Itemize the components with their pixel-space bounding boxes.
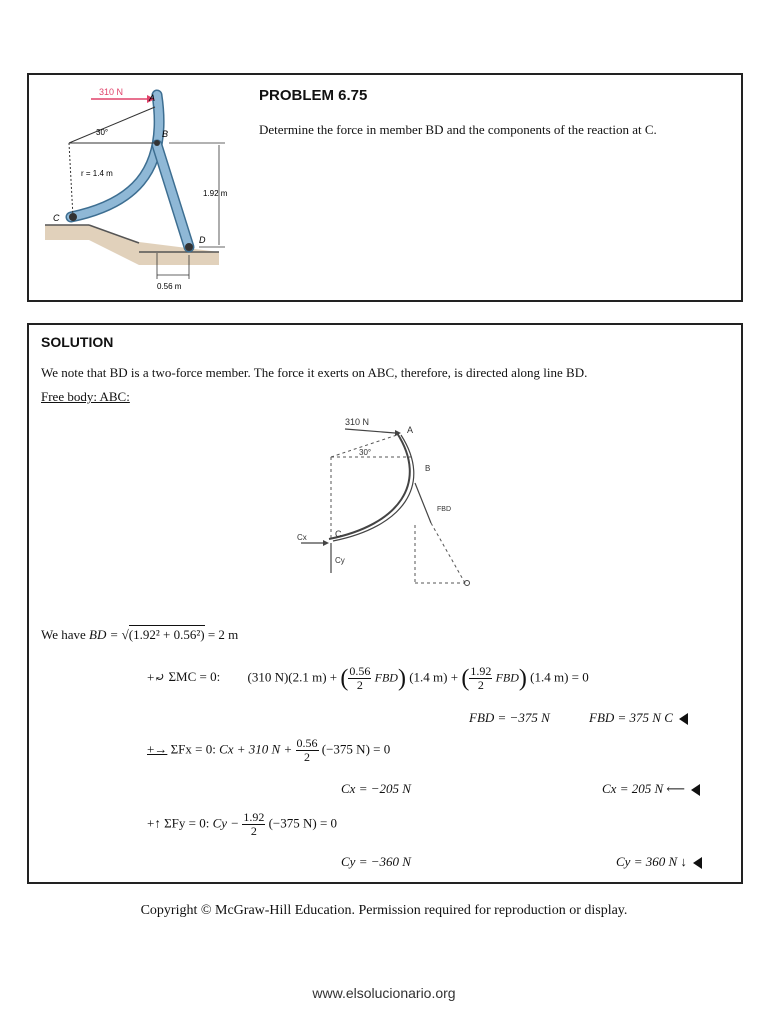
- bd-equation: [41, 627, 238, 643]
- label-d: D: [199, 235, 206, 245]
- solution-intro: We note that BD is a two-force member. The force it exerts on ABC, therefore, is directed along line BD.: [41, 365, 588, 380]
- label-c: C: [53, 213, 60, 223]
- width-label: 0.56 m: [157, 282, 182, 291]
- sketch-point-d: [465, 581, 470, 586]
- sketch-force-label: 310 N: [345, 417, 370, 427]
- left-arrow-icon: ⟵: [666, 781, 686, 796]
- moment-term1: (310 N)(2.1 m) +: [247, 669, 338, 685]
- fy-eq-left: Cy −: [212, 815, 240, 831]
- sketch-bd-line: [415, 483, 431, 523]
- moment-label: ΣMC = 0:: [168, 669, 221, 685]
- frac-192: $\frac{1.92}{2}$: [470, 664, 492, 692]
- sketch-angle: 30°: [359, 448, 372, 457]
- bd-lhs: BD =: [89, 627, 119, 642]
- sketch-label-b: B: [425, 464, 431, 473]
- bd-result: = 2 m: [207, 627, 239, 642]
- label-a: A: [149, 93, 156, 103]
- answer-marker-icon: [691, 784, 700, 796]
- fx-label: ΣFx = 0:: [170, 741, 216, 757]
- sketch-cy: Cy: [335, 556, 345, 565]
- up-positive-icon: +↑: [147, 815, 161, 831]
- fy-label: ΣFy = 0:: [164, 815, 210, 831]
- cy-result: Cy = −360 N: [341, 854, 411, 869]
- force-label: 310 N: [99, 87, 124, 97]
- problem-title: PROBLEM 6.75: [259, 87, 368, 104]
- answer-marker-icon: [693, 857, 702, 869]
- height-label: 1.92 m: [203, 189, 228, 198]
- angle-line: [69, 107, 155, 143]
- sketch-force-arrow: [345, 429, 395, 433]
- bd-prefix: We have: [41, 627, 86, 642]
- fx-eq-right: (−375 N) = 0: [321, 741, 391, 757]
- fy-equation: [147, 811, 337, 838]
- sketch-fbd: FBD: [437, 506, 451, 513]
- sqrt-symbol: √: [121, 627, 129, 642]
- sketch-label-c: C: [335, 529, 342, 539]
- frac-056-fx: $\frac{0.56}{2}$: [296, 736, 318, 764]
- radius-label: r = 1.4 m: [81, 169, 113, 178]
- fy-eq-right: (−375 N) = 0: [268, 815, 338, 831]
- problem-figure: [29, 75, 229, 300]
- paren-open-2: (: [461, 665, 470, 692]
- angle-label: 30°: [96, 128, 109, 137]
- ccw-plus-icon: +⤾: [147, 669, 166, 685]
- radius-line: [69, 143, 73, 217]
- down-arrow-icon: ↓: [680, 854, 687, 869]
- free-body-sketch: [279, 413, 499, 603]
- moment-term3: (1.4 m) = 0: [530, 669, 589, 685]
- problem-box: [27, 73, 743, 302]
- bd-sqrt: (1.92² + 0.56²): [128, 627, 205, 642]
- free-body-label: Free body: ABC:: [41, 389, 130, 404]
- fbd-result: FBD = −375 N: [469, 710, 550, 725]
- footer-url[interactable]: www.elsolucionario.org: [312, 985, 456, 1001]
- cx-answer: Cx = 205 N ⟵: [602, 781, 700, 797]
- solution-title: SOLUTION: [41, 334, 114, 350]
- answer-marker-icon: [679, 713, 688, 725]
- fbd-symbol-1: FBD: [374, 670, 398, 685]
- paren-open-1: (: [340, 665, 349, 692]
- sketch-label-a: A: [407, 425, 414, 435]
- fbd-symbol-2: FBD: [495, 670, 519, 685]
- moment-equation: +⤾ ΣMC = 0: (310 N)(2.1 m) + ( $\frac{0.56}{2}$ FBD) (1.4 m) + ( $\frac{1.92}{2}$ FBD) (1.4 m) = 0: [147, 664, 589, 692]
- right-positive-icon: +→: [147, 741, 168, 757]
- solution-box: [27, 323, 743, 884]
- frac-192-fy: $\frac{1.92}{2}$: [243, 810, 265, 838]
- moment-term2: (1.4 m) +: [409, 669, 459, 685]
- pin-d: [185, 243, 193, 251]
- frac-056: $\frac{0.56}{2}$: [349, 664, 371, 692]
- cy-answer: Cy = 360 N ↓: [616, 854, 702, 870]
- sketch-cx: Cx: [297, 533, 307, 542]
- problem-statement: Determine the force in member BD and the components of the reaction at C.: [259, 122, 657, 137]
- fx-eq-left: Cx + 310 N +: [219, 741, 293, 757]
- fbd-answer: FBD = 375 N C: [589, 710, 688, 726]
- copyright-notice: Copyright © McGraw-Hill Education. Permission required for reproduction or display.: [140, 903, 628, 918]
- fx-equation: [147, 737, 390, 764]
- cx-result: Cx = −205 N: [341, 781, 411, 796]
- label-b: B: [162, 129, 169, 139]
